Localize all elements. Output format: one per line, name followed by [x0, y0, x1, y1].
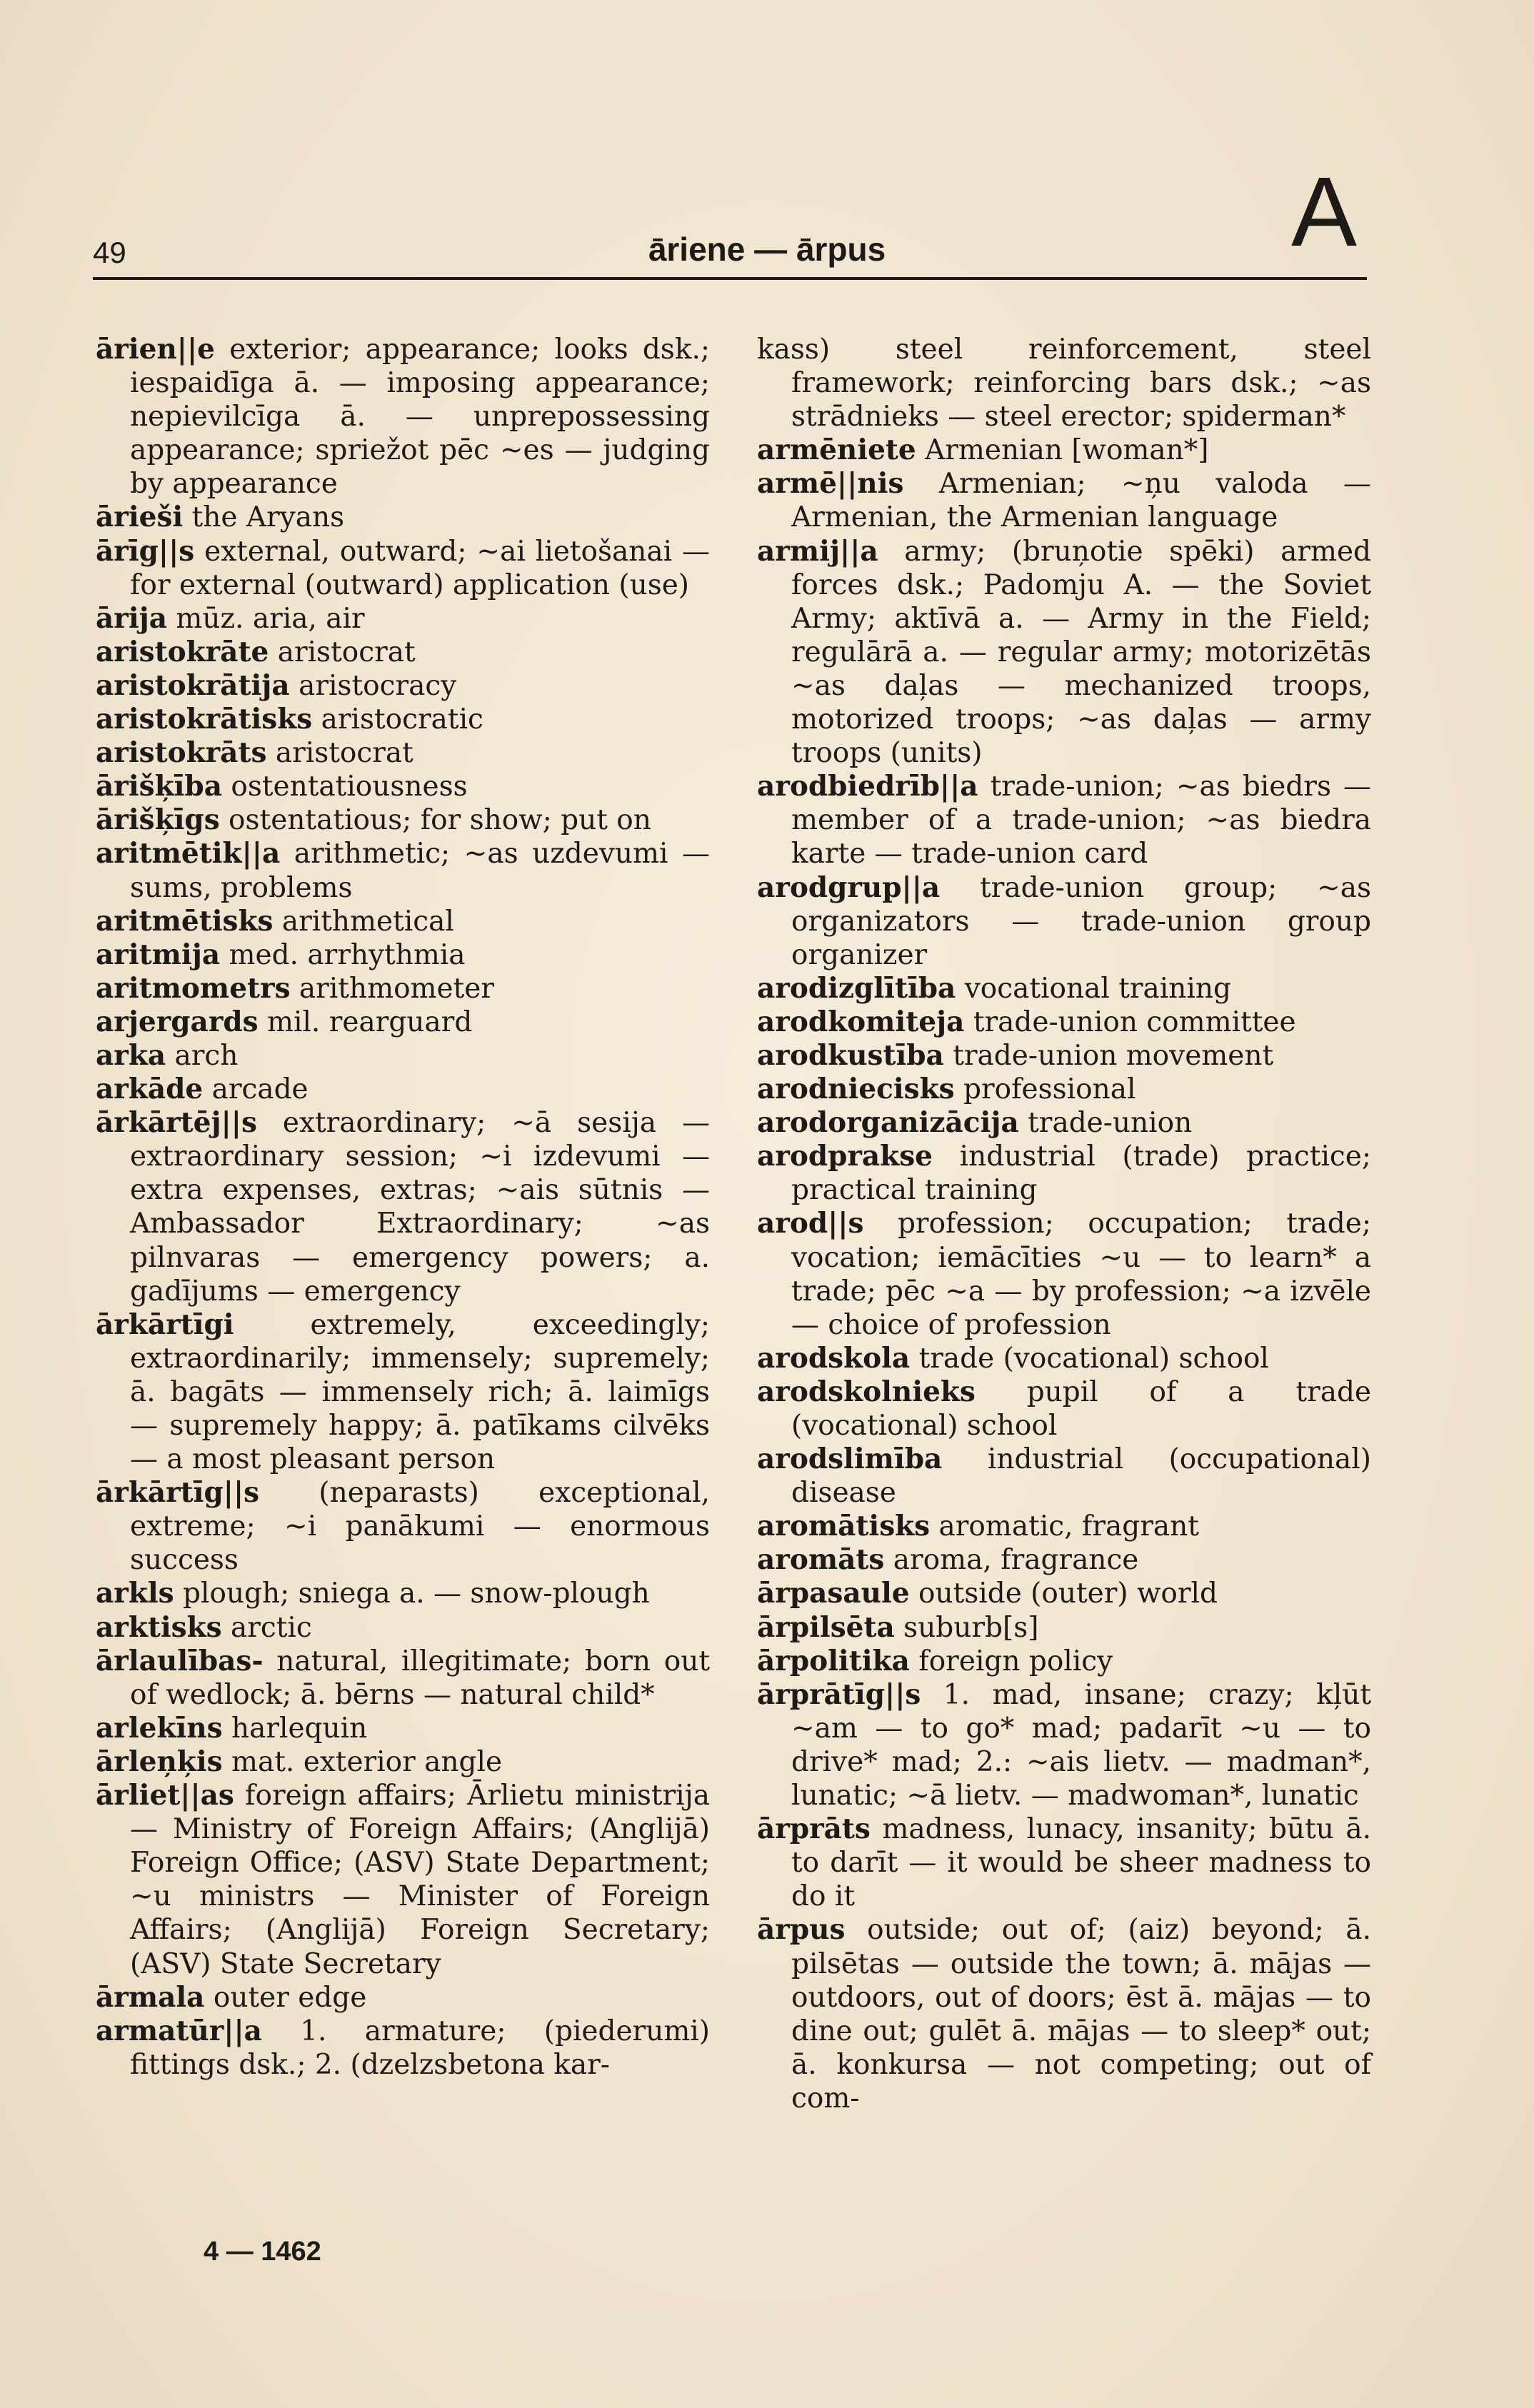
dictionary-entry: [96, 535, 710, 602]
entry-definition: arithmetic; ~as uzdevumi — sums, problems: [130, 838, 710, 904]
entry-definition: trade-union; ~as biedrs — member of a trade-union; ~as biedra karte — trade-union card: [791, 771, 1371, 871]
entry-headword: ārkārtīgi: [96, 1308, 234, 1341]
dictionary-entry: [757, 972, 1371, 1005]
entry-definition: aristocratic: [312, 703, 483, 736]
dictionary-entry: [96, 636, 710, 669]
entry-definition: outside (outer) world: [909, 1577, 1218, 1610]
dictionary-entry: [757, 1039, 1371, 1073]
entry-headword: armatūr||a: [96, 2014, 262, 2047]
entry-definition: natural, illegitimate; born out of wedlock; ā. bērns — natural child*: [130, 1645, 710, 1711]
dictionary-entry: [96, 703, 710, 736]
entry-headword: ārišķība: [96, 770, 222, 803]
dictionary-entry: [757, 1342, 1371, 1375]
entry-definition: outer edge: [204, 1981, 367, 2014]
dictionary-entry: [96, 1073, 710, 1106]
page-number: 49: [93, 236, 126, 269]
entry-headword: arodizglītība: [757, 971, 956, 1005]
entry-definition: mil. rearguard: [258, 1005, 473, 1038]
entry-headword: ārišķīgs: [96, 803, 220, 837]
entry-headword: arod||s: [757, 1207, 864, 1240]
entry-definition: arithmetical: [273, 905, 454, 938]
dictionary-entry: [757, 1543, 1371, 1577]
entry-headword: ārliet||as: [96, 1779, 234, 1812]
dictionary-entry: [757, 433, 1371, 467]
dictionary-entry: [96, 1039, 710, 1073]
entry-definition: ostentatious; for show; put on: [219, 804, 651, 837]
entry-headword: arodkustība: [757, 1038, 944, 1072]
dictionary-entry: [757, 1510, 1371, 1543]
dictionary-entry: [96, 1611, 710, 1645]
entry-headword: aristokrātisks: [96, 703, 313, 736]
entry-definition: trade-union committee: [964, 1005, 1296, 1038]
entry-definition: aroma, fragrance: [884, 1544, 1139, 1577]
dictionary-entry: [757, 1005, 1371, 1039]
dictionary-entry: [96, 1981, 710, 2015]
entry-definition: trade-union group; ~as organizators — trade-union group organizer: [791, 871, 1371, 971]
entry-headword: arktisks: [96, 1610, 222, 1644]
entry-definition: madness, lunacy, insanity; būtu ā. to darīt — it would be sheer madness to do it: [791, 1813, 1371, 1913]
dictionary-entry: [757, 1812, 1371, 1913]
dictionary-entry: [96, 905, 710, 938]
dictionary-entry: [96, 1745, 710, 1779]
entry-definition: trade-union movement: [943, 1039, 1274, 1072]
dictionary-entry: [96, 1779, 710, 1981]
entry-headword: arodprakse: [757, 1140, 933, 1173]
dictionary-entry: [757, 1913, 1371, 2115]
entry-definition: plough; sniega a. — snow-plough: [174, 1577, 650, 1610]
dictionary-entry: [757, 333, 1371, 433]
entry-definition: ostentatiousness: [221, 771, 468, 803]
entry-definition: external, outward; ~ai lietošanai — for external (outward) application (use): [130, 535, 710, 601]
dictionary-entry: [96, 1308, 710, 1476]
dictionary-entry: [757, 871, 1371, 972]
entry-definition: trade-union: [1018, 1107, 1193, 1140]
header-rule: [93, 277, 1367, 280]
dictionary-entry: [757, 535, 1371, 771]
right-column: [757, 333, 1371, 2115]
entry-headword: ārieši: [96, 501, 184, 534]
entry-headword: arodniecisks: [757, 1073, 955, 1106]
dictionary-entry: [757, 770, 1371, 871]
entry-definition: pupil of a trade (vocational) school: [791, 1375, 1371, 1442]
entry-headword: ārlaulības-: [96, 1644, 264, 1677]
entry-headword: armē||nis: [757, 467, 904, 501]
entry-definition: arithmometer: [290, 972, 495, 1005]
entry-definition: harlequin: [222, 1712, 368, 1745]
dictionary-entry: [757, 1611, 1371, 1645]
dictionary-entry: [757, 1140, 1371, 1207]
entry-definition: vocational training: [956, 972, 1231, 1005]
entry-headword: ārpasaule: [757, 1577, 910, 1610]
dictionary-entry: [96, 669, 710, 703]
entry-definition: extraordinary; ~ā sesija — extraordinary session; ~i izdevumi — extra expenses, extras; ~ais sūtnis — Ambassador Extraordinary; ~as pilnvaras — emergency powers; a. gadījums — emergency: [130, 1107, 710, 1308]
entry-definition: 1. armature; (piederumi) fittings dsk.; 2. (dzelzsbetona kar-: [130, 2015, 710, 2081]
entry-headword: ārpilsēta: [757, 1610, 895, 1644]
entry-definition: aristocrat: [269, 636, 416, 668]
entry-headword: arodskolnieks: [757, 1375, 976, 1408]
dictionary-entry: [96, 2015, 710, 2082]
dictionary-entry: [757, 467, 1371, 534]
entry-headword: ārpolitika: [757, 1644, 910, 1677]
entry-definition: kass) steel reinforcement, steel framework; reinforcing bars dsk.; ~as strādnieks — steel erector; spiderman*: [757, 333, 1371, 433]
dictionary-entry: [96, 837, 710, 904]
dictionary-entry: [96, 1645, 710, 1712]
entry-headword: arodorganizācija: [757, 1106, 1019, 1140]
entry-headword: aritmētik||a: [96, 837, 281, 871]
entry-headword: ārprātīg||s: [757, 1677, 921, 1711]
dictionary-entry: [757, 1375, 1371, 1443]
entry-headword: ārkārtīg||s: [96, 1476, 260, 1510]
entry-headword: arodslimība: [757, 1443, 943, 1476]
entry-headword: arodkomiteja: [757, 1005, 965, 1038]
entry-headword: arodgrup||a: [757, 871, 941, 904]
entry-headword: arkāde: [96, 1073, 204, 1106]
dictionary-entry: [96, 1712, 710, 1745]
dictionary-entry: [96, 1106, 710, 1308]
entry-definition: extremely, exceedingly; extraordinarily; immensely; supremely; ā. bagāts — immensely rich; ā. laimīgs — supremely happy; ā. patīkams cilvēks — a most pleasant person: [130, 1308, 710, 1476]
entry-definition: foreign policy: [909, 1645, 1113, 1677]
entry-headword: ārprāts: [757, 1812, 871, 1846]
entry-definition: Armenian; ~ņu valoda — Armenian, the Armenian language: [791, 468, 1371, 534]
dictionary-entry: [96, 1005, 710, 1039]
entry-definition: med. arrhythmia: [220, 938, 466, 971]
entry-headword: ārien||e: [96, 333, 215, 366]
entry-headword: armij||a: [757, 534, 878, 568]
entry-headword: arjergards: [96, 1005, 259, 1038]
printer-signature: 4 — 1462: [204, 2237, 321, 2267]
dictionary-entry: [757, 1577, 1371, 1610]
entry-headword: ārmala: [96, 1980, 205, 2014]
dictionary-entry: [96, 803, 710, 837]
entry-headword: arodskola: [757, 1341, 911, 1375]
left-column: [96, 333, 710, 2082]
entry-definition: Armenian [woman*]: [916, 434, 1209, 467]
dictionary-entry: [96, 602, 710, 636]
entry-headword: aromāts: [757, 1543, 885, 1577]
dictionary-entry: [96, 736, 710, 770]
entry-definition: aristocracy: [289, 669, 457, 702]
entry-definition: arctic: [221, 1611, 312, 1644]
dictionary-entry: [757, 1073, 1371, 1106]
dictionary-entry: [96, 1476, 710, 1577]
entry-definition: professional: [954, 1073, 1136, 1106]
entry-headword: arodbiedrīb||a: [757, 770, 978, 803]
entry-headword: aristokrātija: [96, 668, 290, 702]
dictionary-entry: [757, 1443, 1371, 1510]
entry-definition: suburb[s]: [894, 1611, 1039, 1644]
entry-definition: foreign affairs; Ārlietu ministrija — Ministry of Foreign Affairs; (Anglijā) Foreign Office; (ASV) State Department; ~u ministrs — Minister of Foreign Affairs; (Anglijā) Foreign Secretary; (ASV) State Secretary: [130, 1780, 710, 1980]
entry-definition: aristocrat: [266, 737, 413, 770]
entry-headword: ārīg||s: [96, 534, 195, 568]
dictionary-entry: [96, 938, 710, 972]
entry-headword: arka: [96, 1038, 166, 1072]
running-head: āriene — ārpus: [648, 231, 886, 268]
section-letter: A: [1291, 157, 1358, 267]
entry-headword: aristokrāte: [96, 635, 269, 668]
entry-headword: arkls: [96, 1577, 174, 1610]
entry-definition: army; (bruņotie spēki) armed forces dsk.; Padomju A. — the Soviet Army; aktīvā a. — Army in the Field; regulārā a. — regular army; motorizētās ~as daļas — mechanized troops, motorized troops; ~as daļas — army troops (units): [791, 535, 1371, 770]
dictionary-entry: [96, 501, 710, 534]
entry-headword: ārija: [96, 601, 168, 635]
dictionary-entry: [96, 333, 710, 501]
dictionary-entry: [757, 1106, 1371, 1140]
entry-definition: outside; out of; (aiz) beyond; ā. pilsētas — outside the town; ā. mājas — outdoors, out of doors; ēst ā. mājas — to dine out; gulēt ā. mājas — to sleep* out; ā. konkursa — not competing; out of com-: [791, 1914, 1371, 2114]
entry-definition: the Aryans: [183, 501, 345, 534]
entry-definition: arcade: [203, 1073, 309, 1106]
dictionary-entry: [96, 770, 710, 803]
entry-headword: aristokrāts: [96, 736, 267, 770]
entry-definition: (neparasts) exceptional, extreme; ~i panākumi — enormous success: [130, 1477, 710, 1577]
entry-headword: aritmētisks: [96, 904, 274, 938]
entry-definition: industrial (trade) practice; practical training: [791, 1140, 1371, 1207]
entry-definition: exterior; appearance; looks dsk.; iespaidīga ā. — imposing appearance; nepievilcīga ā. — unprepossessing appearance; spriežot pēc ~es — judging by appearance: [130, 333, 710, 501]
entry-definition: profession; occupation; trade; vocation; iemācīties ~u — to learn* a trade; pēc ~a — by profession; ~a izvēle — choice of profession: [791, 1208, 1371, 1341]
entry-definition: industrial (occupational) disease: [791, 1443, 1371, 1510]
entry-definition: mūz. aria, air: [167, 602, 365, 635]
dictionary-entry: [757, 1678, 1371, 1812]
entry-definition: arch: [166, 1039, 239, 1072]
entry-definition: 1. mad, insane; crazy; kļūt ~am — to go* mad; padarīt ~u — to drive* mad; 2.: ~ais lietv. — madman*, lunatic; ~ā lietv. — madwoman*, lunatic: [791, 1678, 1371, 1812]
entry-definition: trade (vocational) school: [910, 1342, 1269, 1375]
entry-headword: aritmija: [96, 938, 221, 971]
entry-headword: ārpus: [757, 1913, 846, 1947]
entry-definition: aromatic, fragrant: [930, 1510, 1199, 1543]
entry-headword: aromātisks: [757, 1510, 931, 1543]
entry-headword: ārkārtēj||s: [96, 1106, 257, 1140]
entry-headword: ārleņķis: [96, 1745, 223, 1778]
dictionary-entry: [757, 1207, 1371, 1341]
entry-headword: aritmometrs: [96, 971, 291, 1005]
entry-headword: arlekīns: [96, 1711, 223, 1745]
dictionary-entry: [96, 972, 710, 1005]
dictionary-entry: [757, 1645, 1371, 1678]
entry-headword: armēniete: [757, 433, 916, 467]
entry-definition: mat. exterior angle: [222, 1745, 503, 1778]
dictionary-entry: [96, 1577, 710, 1610]
